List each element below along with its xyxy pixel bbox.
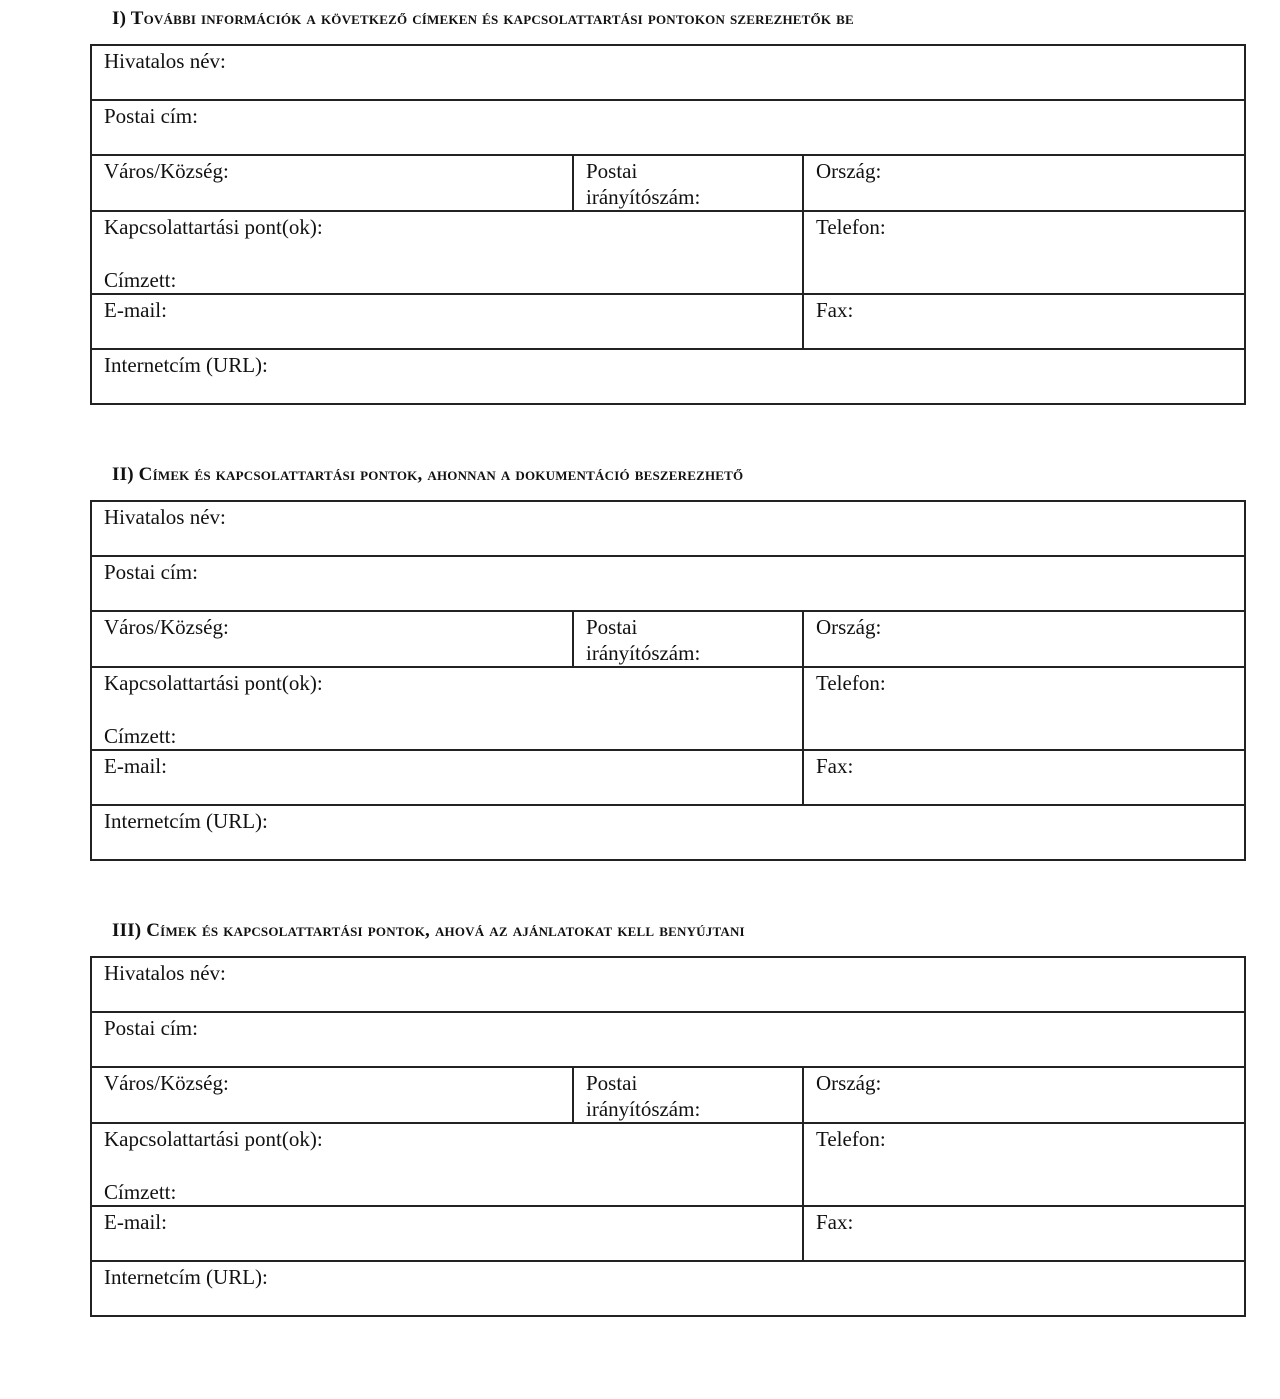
phone-field[interactable] <box>803 667 1245 750</box>
city-field[interactable] <box>91 1067 573 1123</box>
contact-points-field[interactable] <box>91 211 803 294</box>
section-title: II) Címek és kapcsolattartási pontok, ahonnan a dokumentáció beszerezhető <box>112 464 744 485</box>
contact-points-field[interactable] <box>91 1123 803 1206</box>
postal-code-label-line2: irányítószám: <box>586 641 701 665</box>
attention-label: Címzett: <box>104 268 177 292</box>
country-label: Ország: <box>816 615 882 639</box>
official-name-label: Hivatalos név: <box>104 505 226 529</box>
postal-address-label: Postai cím: <box>104 560 198 584</box>
contact-points-label: Kapcsolattartási pont(ok): <box>104 1127 323 1151</box>
fax-label: Fax: <box>816 1210 854 1234</box>
postal-address-label: Postai cím: <box>104 1016 198 1040</box>
email-field[interactable] <box>91 294 803 349</box>
url-label: Internetcím (URL): <box>104 353 268 377</box>
phone-label: Telefon: <box>816 1127 886 1151</box>
official-name-label: Hivatalos név: <box>104 961 226 985</box>
postal-code-label-line1: Postai <box>586 159 638 183</box>
email-label: E-mail: <box>104 754 167 778</box>
official-name-field[interactable] <box>91 957 1245 1012</box>
postal-address-field[interactable] <box>91 1012 1245 1067</box>
official-name-field[interactable] <box>91 45 1245 100</box>
section-title: III) Címek és kapcsolattartási pontok, ahová az ajánlatokat kell benyújtani <box>112 920 745 941</box>
official-name-field[interactable] <box>91 501 1245 556</box>
phone-field[interactable] <box>803 1123 1245 1206</box>
official-name-label: Hivatalos név: <box>104 49 226 73</box>
url-field[interactable] <box>91 805 1245 860</box>
url-field[interactable] <box>91 1261 1245 1316</box>
city-field[interactable] <box>91 611 573 667</box>
fax-field[interactable] <box>803 750 1245 805</box>
email-label: E-mail: <box>104 1210 167 1234</box>
section-title: I) További információk a következő címeken és kapcsolattartási pontokon szerezhetők be <box>112 8 854 29</box>
postal-address-label: Postai cím: <box>104 104 198 128</box>
fax-field[interactable] <box>803 294 1245 349</box>
city-label: Város/Község: <box>104 159 229 183</box>
postal-code-field[interactable] <box>573 611 803 667</box>
address-form-table <box>90 44 1246 405</box>
phone-field[interactable] <box>803 211 1245 294</box>
postal-address-field[interactable] <box>91 556 1245 611</box>
postal-code-label-line1: Postai <box>586 1071 638 1095</box>
country-label: Ország: <box>816 1071 882 1095</box>
country-label: Ország: <box>816 159 882 183</box>
city-field[interactable] <box>91 155 573 211</box>
postal-code-label-line2: irányítószám: <box>586 1097 701 1121</box>
phone-label: Telefon: <box>816 215 886 239</box>
email-field[interactable] <box>91 1206 803 1261</box>
country-field[interactable] <box>803 1067 1245 1123</box>
postal-code-field[interactable] <box>573 155 803 211</box>
postal-code-label-line2: irányítószám: <box>586 185 701 209</box>
fax-field[interactable] <box>803 1206 1245 1261</box>
email-label: E-mail: <box>104 298 167 322</box>
email-field[interactable] <box>91 750 803 805</box>
contact-points-field[interactable] <box>91 667 803 750</box>
city-label: Város/Község: <box>104 1071 229 1095</box>
address-form-table <box>90 956 1246 1317</box>
contact-points-label: Kapcsolattartási pont(ok): <box>104 215 323 239</box>
contact-points-label: Kapcsolattartási pont(ok): <box>104 671 323 695</box>
phone-label: Telefon: <box>816 671 886 695</box>
attention-label: Címzett: <box>104 1180 177 1204</box>
url-label: Internetcím (URL): <box>104 1265 268 1289</box>
postal-code-field[interactable] <box>573 1067 803 1123</box>
url-label: Internetcím (URL): <box>104 809 268 833</box>
url-field[interactable] <box>91 349 1245 404</box>
city-label: Város/Község: <box>104 615 229 639</box>
country-field[interactable] <box>803 611 1245 667</box>
postal-code-label-line1: Postai <box>586 615 638 639</box>
fax-label: Fax: <box>816 754 854 778</box>
address-form-table <box>90 500 1246 861</box>
attention-label: Címzett: <box>104 724 177 748</box>
postal-address-field[interactable] <box>91 100 1245 155</box>
fax-label: Fax: <box>816 298 854 322</box>
country-field[interactable] <box>803 155 1245 211</box>
